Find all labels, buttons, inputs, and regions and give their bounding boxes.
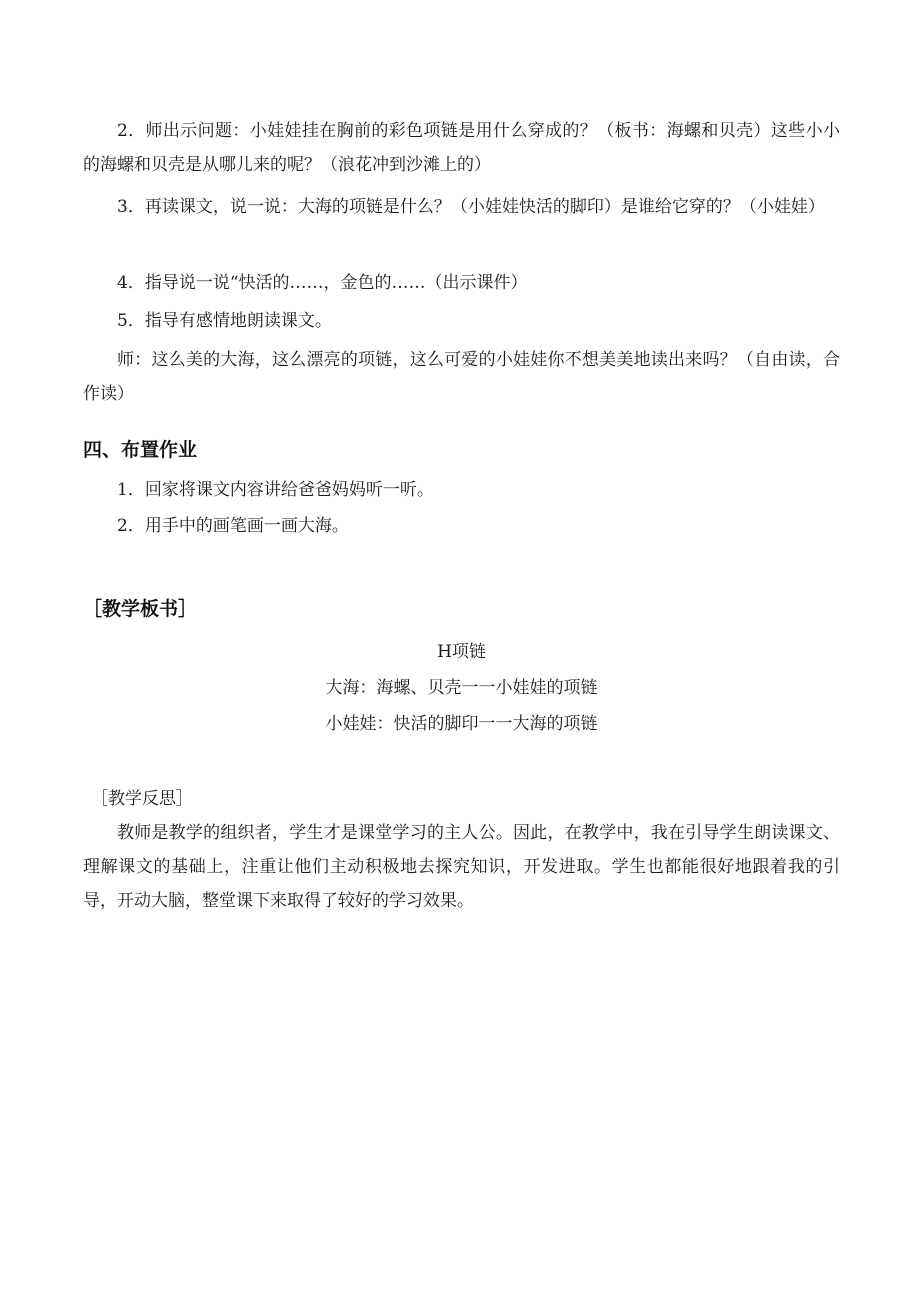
homework-2: 2．用手中的画笔画一画大海。 [117,516,349,536]
step-3-paragraph: 3．再读课文，说一说：大海的项链是什么？（小娃娃快活的脚印）是谁给它穿的？（小娃娃） [117,197,825,217]
board-title: H项链 [437,642,486,662]
reflection-paragraph: 教师是教学的组织者，学生才是课堂学习的主人公。因此，在教学中，我在引导学生朗读课文、理解课文的基础上，注重让他们主动积极地去探究知识，开发进取。学生也都能很好地跟着我的引导，开动大脑，整堂课下来取得了较好的学习效果。 [83,823,840,911]
step-2-paragraph: 2．师出示问题：小娃娃挂在胸前的彩色项链是用什么穿成的？（板书：海螺和贝壳）这些小小的海螺和贝壳是从哪儿来的呢？（浪花冲到沙滩上的） [83,121,840,175]
step-5-paragraph: 5．指导有感情地朗读课文。 [117,311,332,331]
section-4-heading: 四、布置作业 [83,439,198,461]
step-4-paragraph: 4．指导说一说“快活的……，金色的……（出示课件） [117,273,528,293]
board-line-2: 小娃娃：快活的脚印一一大海的项链 [325,714,598,734]
board-heading: ［教学板书］ [83,598,198,620]
homework-1: 1．回家将课文内容讲给爸爸妈妈听一听。 [117,480,434,500]
reflection-heading: ［教学反思］ [91,789,193,809]
teacher-paragraph: 师：这么美的大海，这么漂亮的项链，这么可爱的小娃娃你不想美美地读出来吗？（自由读，合作读） [83,350,840,404]
board-line-1: 大海：海螺、贝壳一一小娃娃的项链 [325,678,598,698]
